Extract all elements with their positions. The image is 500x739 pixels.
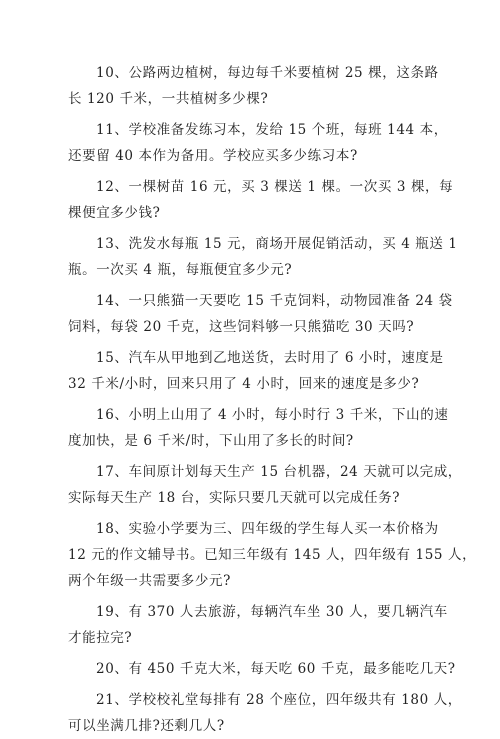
problem-item <box>68 402 449 454</box>
problem-first-line: 10、公路两边植树，每边每千米要植树 25 棵，这条路 <box>96 65 439 81</box>
problem-item <box>68 599 448 651</box>
problem-item <box>68 60 439 112</box>
problem-item <box>68 288 453 340</box>
problem-first-line: 13、洗发水每瓶 15 元，商场开展促销活动，买 4 瓶送 1 <box>96 236 458 252</box>
problem-first-line: 11、学校准备发练习本，发给 15 个班，每班 144 本， <box>96 122 448 138</box>
problem-first-line: 15、汽车从甲地到乙地送货，去时用了 6 小时，速度是 <box>96 350 444 366</box>
problem-item <box>68 345 444 397</box>
problem-first-line: 14、一只熊猫一天要吃 15 千克饲料，动物园准备 24 袋 <box>96 293 453 309</box>
problem-continuation-line: 度加快，是 6 千米/时，下山用了多长的时间? <box>68 433 354 449</box>
problem-first-line: 20、有 450 千克大米，每天吃 60 千克，最多能吃几天? <box>96 661 456 677</box>
problem-item <box>68 656 456 682</box>
problem-item <box>68 687 462 739</box>
problem-continuation-line: 可以坐满几排?还剩几人? <box>68 718 225 734</box>
problem-continuation-line: 12 元的作文辅导书。已知三年级有 145 人，四年级有 155 人， <box>68 547 477 563</box>
problem-continuation-line: 长 120 千米，一共植树多少棵? <box>68 91 269 107</box>
problem-continuation-line: 棵便宜多少钱? <box>68 205 161 221</box>
problem-first-line: 18、实验小学要为三、四年级的学生每人买一本价格为 <box>96 521 439 537</box>
problem-first-line: 17、车间原计划每天生产 15 台机器，24 天就可以完成， <box>96 464 462 480</box>
problem-item <box>68 516 477 594</box>
problem-item <box>68 459 462 511</box>
problem-first-line: 21、学校校礼堂每排有 28 个座位，四年级共有 180 人， <box>96 692 462 708</box>
problem-first-line: 16、小明上山用了 4 小时，每小时行 3 千米，下山的速 <box>96 407 449 423</box>
problem-continuation-line: 两个年级一共需要多少元? <box>68 573 231 589</box>
problem-continuation-line: 饲料，每袋 20 千克，这些饲料够一只熊猫吃 30 天吗? <box>68 319 415 335</box>
problem-continuation-line: 瓶。一次买 4 瓶，每瓶便宜多少元? <box>68 262 293 278</box>
problem-item <box>68 174 454 226</box>
problem-continuation-line: 32 千米/小时，回来只用了 4 小时，回来的速度是多少? <box>68 376 420 392</box>
problem-continuation-line: 实际每天生产 18 台，实际只要几天就可以完成任务? <box>68 490 401 506</box>
problem-continuation-line: 才能拉完? <box>68 630 133 646</box>
problem-first-line: 12、一棵树苗 16 元，买 3 棵送 1 棵。一次买 3 棵，每 <box>96 179 454 195</box>
problem-item <box>68 231 458 283</box>
problem-continuation-line: 还要留 40 本作为备用。学校应买多少练习本? <box>68 148 358 164</box>
problem-first-line: 19、有 370 人去旅游，每辆汽车坐 30 人，要几辆汽车 <box>96 604 448 620</box>
problem-item <box>68 117 448 169</box>
